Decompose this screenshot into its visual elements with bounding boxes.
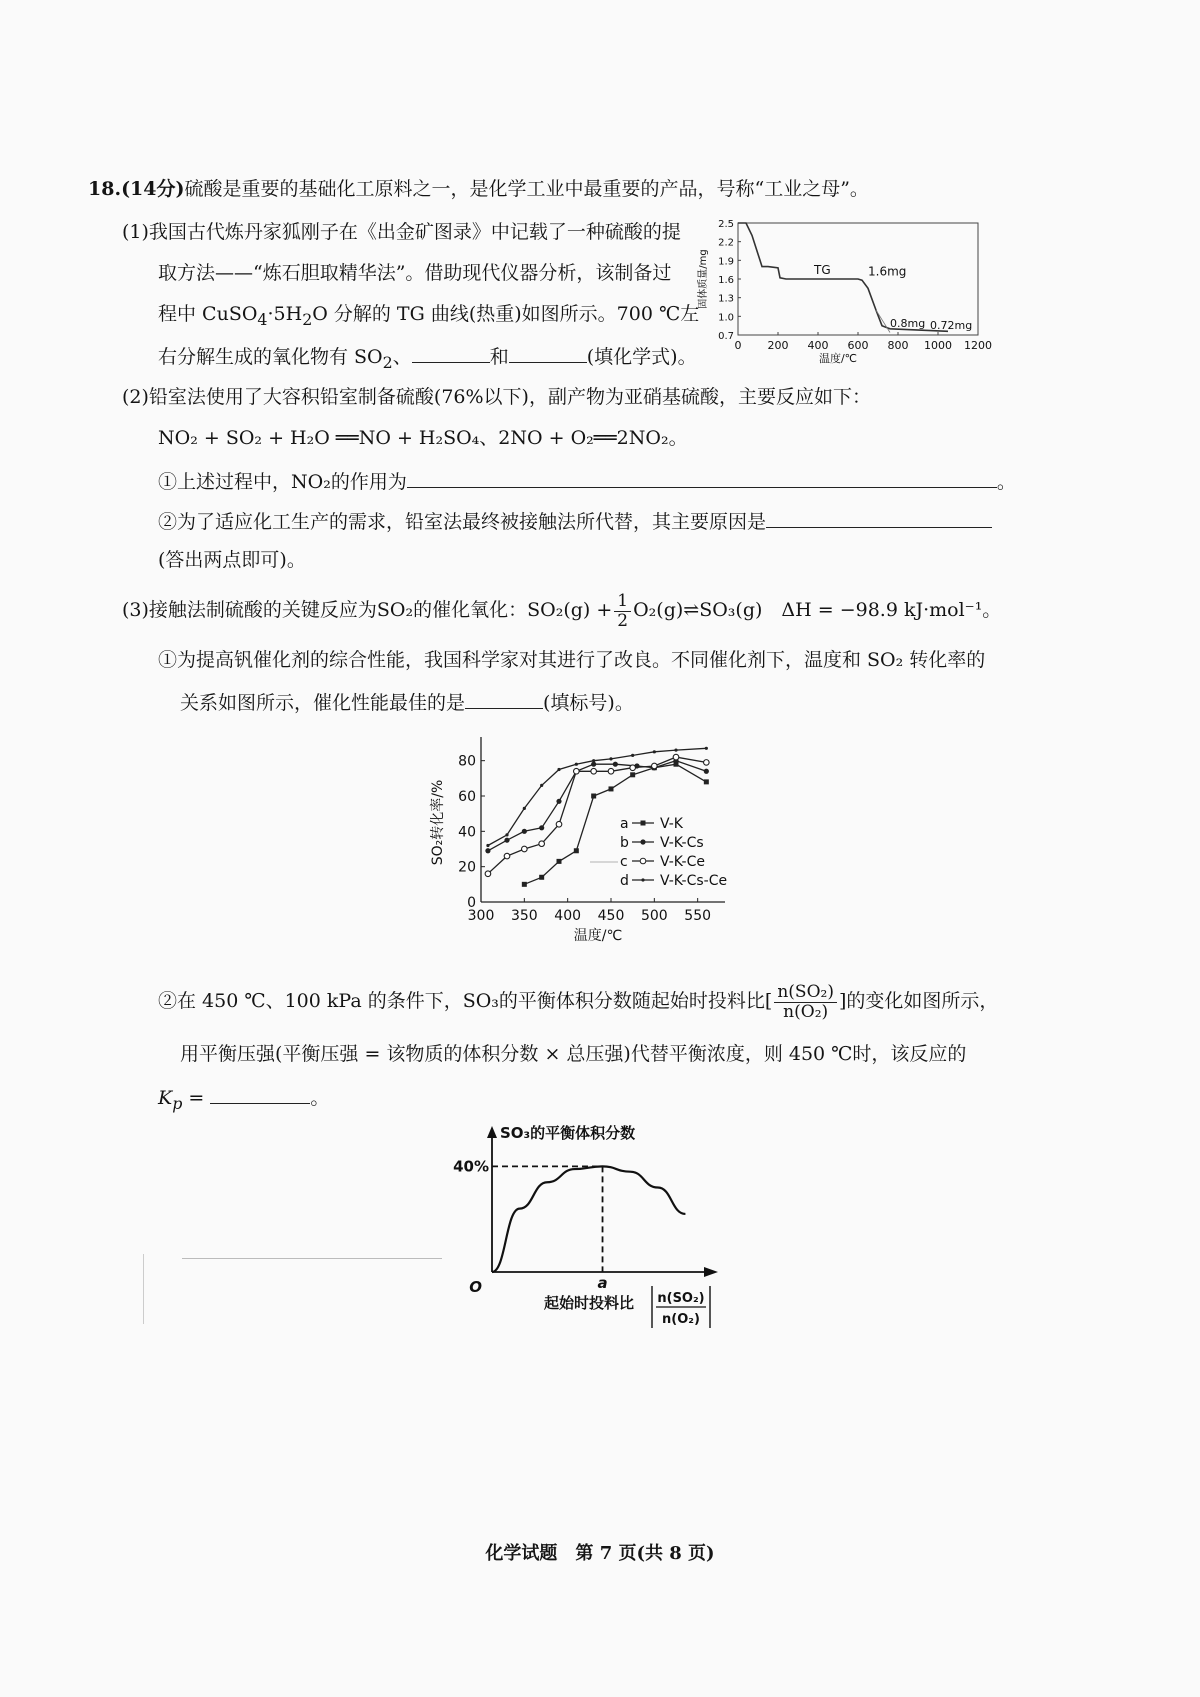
conv-x-tick-label: 350 (510, 908, 538, 924)
conv-x-tick-label: 450 (597, 908, 625, 924)
tg-curve-chart (700, 215, 990, 395)
tg-y-tick-label: 2.2 (718, 237, 734, 249)
feed-ratio-fraction: $\frac{\text{n(SO₂)}}{\text{n(O₂)}}$ (774, 983, 837, 1021)
conv-point-b (591, 762, 596, 767)
answer-blank-kp[interactable] (210, 1085, 310, 1104)
tg-x-tick-label: 0 (734, 339, 742, 352)
conv-point-b (504, 838, 509, 843)
conv-legend-name: V-K-Ce (660, 854, 705, 870)
conv-point-c (556, 821, 562, 827)
tg-y-tick-label: 1.9 (718, 256, 734, 268)
conv-point-d (705, 747, 708, 750)
conv-point-c (704, 760, 710, 766)
conv-point-b (613, 762, 618, 767)
tg-y-axis-label: 固体质量/mg (698, 249, 709, 309)
conv-point-b (522, 829, 527, 834)
tg-annotation-0-72mg: 0.72mg (930, 318, 973, 332)
so3-x-label-denominator: n(O₂) (662, 1312, 700, 1327)
so3-y-arrow (487, 1126, 497, 1138)
conv-y-tick-label: 40 (458, 824, 476, 841)
conv-point-a (630, 772, 635, 777)
conv-point-d (557, 768, 560, 771)
so3-y-axis-label: SO₃的平衡体积分数 (500, 1124, 636, 1142)
conv-legend-letter: d (620, 873, 629, 889)
question-header (88, 178, 869, 201)
conv-point-c (673, 754, 679, 760)
conv-y-tick-label: 0 (467, 895, 476, 911)
conv-point-d (540, 784, 543, 787)
tg-x-axis-label: 温度/℃ (818, 352, 858, 365)
conv-point-c (504, 853, 510, 859)
conv-legend-letter: a (620, 816, 629, 832)
tg-y-tick-label: 1.6 (718, 275, 734, 286)
conv-legend-letter: c (620, 854, 628, 870)
tg-x-tick-label: 400 (807, 339, 829, 352)
conv-point-a (704, 779, 709, 784)
so3-peak-x-label: a (597, 1274, 608, 1292)
part3-question-1-line-1: ①为提高钒催化剂的综合性能，我国科学家对其进行了改良。不同催化剂下，温度和 SO₂ 转化率的 (158, 649, 986, 671)
conv-legend-marker (641, 821, 646, 826)
part2-line-1: (2)铅室法使用了大容积铅室制备硫酸(76%以下)，副产物为亚硝基硫酸，主要反应如下： (122, 386, 871, 408)
part3-question-1-line-2: 关系如图所示，催化性能最佳的是 (填标号)。 (180, 692, 634, 714)
tg-x-tick-label: 200 (767, 339, 789, 352)
conv-point-d (523, 807, 526, 810)
tg-y-tick-label: 1.3 (718, 293, 734, 305)
answer-blank-best-catalyst[interactable] (465, 690, 543, 709)
answer-blank-oxide-1[interactable] (412, 344, 490, 363)
part1-line-3: 程中 $CuSO_4\cdot 5H_2O$ 分解的 TG 曲线(热重)如图所示。700 ℃左 (158, 303, 700, 329)
conv-point-c (608, 768, 614, 774)
conv-point-c (485, 871, 491, 877)
part1-line-2: 取方法——“炼石胆取精华法”。借助现代仪器分析，该制备过 (158, 262, 672, 284)
tg-annotation-0-8mg: 0.8mg (890, 316, 926, 330)
conv-point-d (609, 757, 612, 760)
so3-fraction-chart (440, 1120, 780, 1350)
conv-point-c (591, 768, 597, 774)
conv-x-tick-label: 400 (554, 908, 582, 924)
conv-point-c (630, 765, 636, 771)
tg-x-tick-label: 1000 (924, 339, 952, 352)
part2-question-1: ①上述过程中，NO₂的作用为 。 (158, 471, 1016, 493)
conv-point-d (631, 754, 634, 757)
conv-point-c (652, 763, 658, 769)
part1-line-4: 右分解生成的氧化物有 $SO_2$、 和 (填化学式)。 (158, 346, 697, 372)
conv-point-c (574, 768, 580, 774)
so3-curve (492, 1166, 685, 1272)
conv-legend-letter: b (620, 835, 629, 851)
question-intro: 硫酸是重要的基础化工原料之一，是化学工业中最重要的产品，号称“工业之母”。 (184, 178, 869, 200)
tg-y-tick-label: 1.0 (718, 312, 734, 324)
conv-x-tick-label: 300 (467, 908, 495, 924)
conv-y-tick-label: 80 (458, 753, 476, 770)
conv-point-a (609, 786, 614, 791)
conv-legend-name: V-K (660, 816, 683, 832)
conv-point-b (556, 799, 561, 804)
so2-conversion-chart (430, 735, 760, 950)
part3-question-2-line-2: 用平衡压强(平衡压强 = 该物质的体积分数 × 总压强)代替平衡浓度，则 450 ℃时，该反应的 (180, 1043, 967, 1065)
conv-point-a (539, 875, 544, 880)
part2-question-2-note: (答出两点即可)。 (158, 549, 306, 571)
conv-y-tick-label: 20 (458, 859, 476, 876)
so3-origin-label: O (469, 1278, 482, 1296)
conv-point-c (522, 846, 528, 852)
fraction-one-half: $\frac{1}{2}$ (614, 592, 631, 630)
answer-blank-replacement-reason[interactable] (766, 509, 992, 528)
conv-point-a (557, 859, 562, 864)
question-score: (14分) (121, 178, 185, 200)
tg-curve-line (738, 223, 948, 331)
conv-legend-name: V-K-Cs-Ce (660, 873, 728, 889)
tg-series-label: TG (814, 263, 831, 278)
so3-x-arrow (704, 1267, 718, 1277)
conv-legend-marker (640, 839, 645, 844)
page-footer: 化学试题 第 7 页(共 8 页) (485, 1543, 715, 1564)
part3-line-1: (3)接触法制硫酸的关键反应为SO₂的催化氧化：SO₂(g) + $\frac{1}{2}$ O₂(g)⇌SO₃(g) ΔH = −98.9 kJ·mol⁻¹。 (122, 591, 1002, 631)
scan-artifact-line (182, 1258, 442, 1259)
so3-peak-y-label: 40% (453, 1157, 489, 1176)
conv-x-tick-label: 500 (640, 908, 668, 924)
tg-y-tick-label: 0.7 (718, 331, 734, 342)
conv-y-axis-label: SO₂转化率/% (430, 779, 446, 866)
conv-legend-marker (640, 858, 646, 864)
part1-line-1: (1)我国古代炼丹家狐刚子在《出金矿图录》中记载了一种硫酸的提 (122, 221, 681, 243)
tg-y-tick-label: 2.5 (718, 219, 734, 230)
conv-point-d (674, 748, 677, 751)
answer-blank-no2-role[interactable] (407, 469, 997, 488)
tg-annotation-1-6mg: 1.6mg (868, 264, 907, 279)
conv-point-a (522, 882, 527, 887)
conv-point-c (539, 841, 545, 847)
question-number: 18. (88, 178, 122, 200)
conv-x-axis-label: 温度/℃ (573, 928, 623, 944)
conv-x-tick-label: 550 (684, 908, 712, 924)
tg-x-tick-label: 1200 (964, 339, 992, 352)
so3-x-axis-label: 起始时投料比 (544, 1294, 635, 1312)
conv-point-a (574, 848, 579, 853)
answer-blank-oxide-2[interactable] (509, 344, 587, 363)
part2-question-2: ②为了适应化工生产的需求，铅室法最终被接触法所代替，其主要原因是 (158, 509, 992, 534)
conv-legend-marker (641, 878, 644, 881)
conv-point-d (486, 844, 489, 847)
conv-point-a (591, 794, 596, 799)
conv-point-d (592, 759, 595, 762)
scan-artifact-edge (143, 1254, 144, 1324)
conv-point-d (505, 833, 508, 836)
part3-question-2-line-1: ②在 450 ℃、100 kPa 的条件下，SO₃的平衡体积分数随起始时投料比[ $\frac{\text{n(SO₂)}}{\text{n(O₂)}}$ ]的变化如图所示， (158, 982, 999, 1022)
conv-point-b (704, 769, 709, 774)
conv-point-d (653, 750, 656, 753)
part3-question-2-line-3: $K_p$ = 。 (158, 1087, 330, 1113)
conv-legend-name: V-K-Cs (660, 835, 704, 851)
conv-y-tick-label: 60 (458, 789, 476, 805)
conv-point-d (575, 763, 578, 766)
tg-x-tick-label: 800 (887, 339, 909, 352)
conv-point-b (539, 825, 544, 830)
tg-tangent-line (876, 310, 890, 332)
part2-equation: NO₂ + SO₂ + H₂O ══NO + H₂SO₄、2NO + O₂══2NO₂。 (158, 427, 688, 449)
so3-x-label-numerator: n(SO₂) (657, 1291, 705, 1306)
tg-x-tick-label: 600 (847, 339, 869, 352)
conv-point-b (485, 848, 490, 853)
